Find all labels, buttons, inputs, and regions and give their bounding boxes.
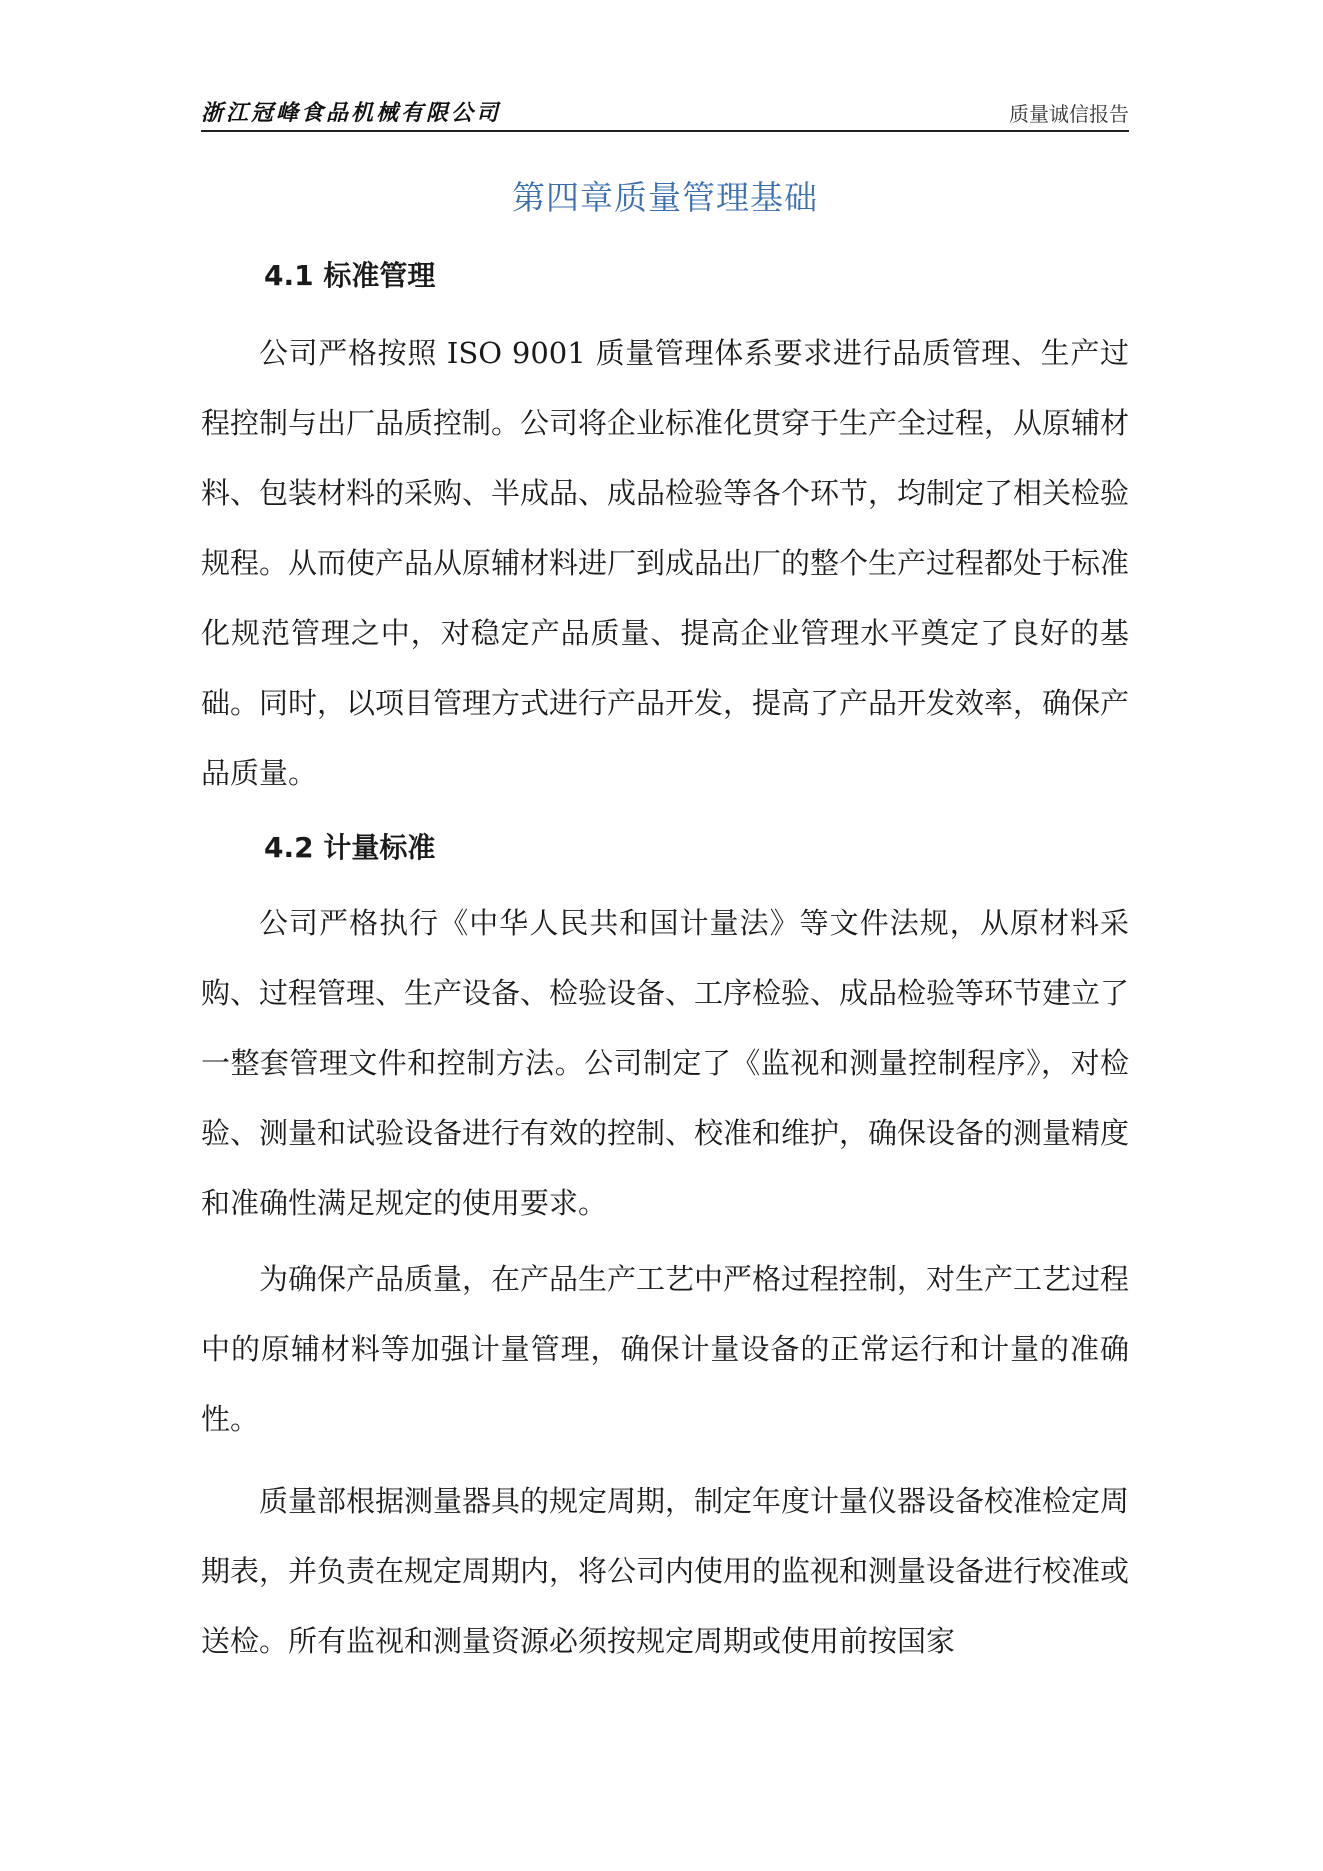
header-report-title: 质量诚信报告 (1009, 102, 1129, 126)
paragraph-metrology-law: 公司严格执行《中华人民共和国计量法》等文件法规，从原材料采购、过程管理、生产设备、检验设备、工序检验、成品检验等环节建立了一整套管理文件和控制方法。公司制定了《监视和测量控制程序》，对检验、测量和试验设备进行有效的控制、校准和维护，确保设备的测量精度和准确性满足规定的使用要求。 (201, 906, 1130, 1220)
paragraph-process-control: 为确保产品质量，在产品生产工艺中严格过程控制，对生产工艺过程中的原辅材料等加强计量管理，确保计量设备的正常运行和计量的准确性。 (201, 1262, 1130, 1436)
section-heading-4-1: 4.1 标准管理 (264, 259, 436, 292)
paragraph-calibration-schedule: 质量部根据测量器具的规定周期，制定年度计量仪器设备校准检定周期表，并负责在规定周期内，将公司内使用的监视和测量设备进行校准或送检。所有监视和测量资源必须按规定周期或使用前按国家 (201, 1484, 1130, 1658)
paragraph-standard-management: 公司严格按照 ISO 9001 质量管理体系要求进行品质管理、生产过程控制与出厂品质控制。公司将企业标准化贯穿于生产全过程，从原辅材料、包装材料的采购、半成品、成品检验等各个环节，均制定了相关检验规程。从而使产品从原辅材料进厂到成品出厂的整个生产过程都处于标准化规范管理之中，对稳定产品质量、提高企业管理水平奠定了良好的基础。同时，以项目管理方式进行产品开发，提高了产品开发效率，确保产品质量。 (201, 336, 1130, 790)
chapter-title: 第四章质量管理基础 (512, 178, 818, 217)
page-header (201, 94, 1129, 132)
section-heading-4-2: 4.2 计量标准 (264, 831, 436, 864)
header-company-name: 浙江冠峰食品机械有限公司 (201, 101, 502, 126)
